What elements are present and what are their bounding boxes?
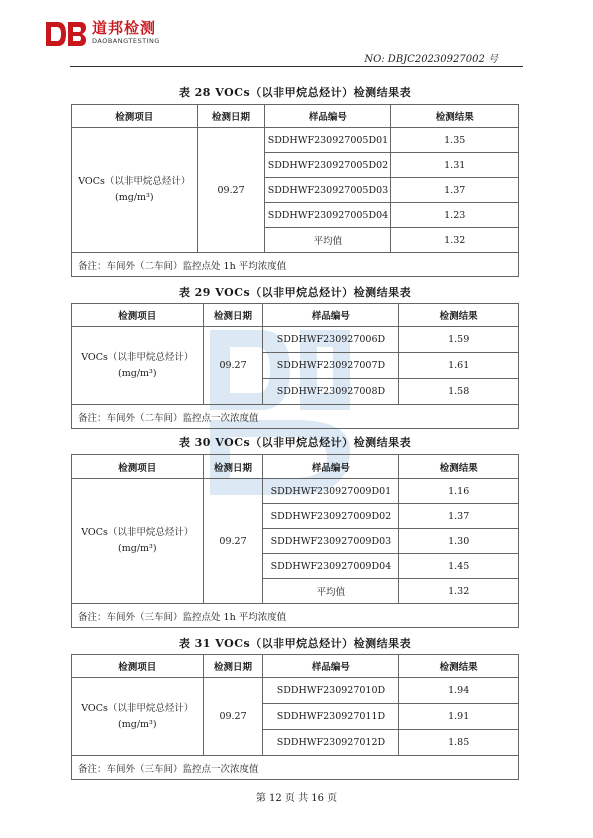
sample-cell: SDDHWF230927009D04 — [263, 554, 399, 579]
result-cell: 1.16 — [399, 479, 519, 504]
table-row — [72, 479, 519, 504]
sample-cell: SDDHWF230927006D — [263, 327, 399, 353]
result-cell: 1.37 — [391, 178, 519, 203]
header-date: 检测日期 — [203, 455, 263, 479]
result-cell: 1.37 — [399, 504, 519, 529]
result-cell: 1.85 — [399, 730, 519, 756]
sample-cell: SDDHWF230927007D — [263, 353, 399, 379]
sample-cell: SDDHWF230927009D02 — [263, 504, 399, 529]
table-note-row — [72, 253, 519, 277]
table-note: 备注：车间外（二车间）监控点处 1h 平均浓度值 — [72, 253, 519, 277]
header-item: 检测项目 — [72, 655, 204, 678]
header-result: 检测结果 — [391, 105, 519, 128]
result-cell: 1.35 — [391, 128, 519, 153]
item-unit: (mg/m³) — [118, 718, 157, 730]
item-unit: (mg/m³) — [118, 543, 157, 554]
table-28-caption: 表 28 VOCs（以非甲烷总烃计）检测结果表 — [178, 86, 412, 99]
table-28 — [71, 104, 519, 277]
table-row — [72, 327, 519, 353]
table-note-row — [72, 604, 519, 628]
header-result: 检测结果 — [399, 304, 519, 327]
result-cell: 1.91 — [399, 704, 519, 730]
result-cell: 1.61 — [399, 353, 519, 379]
sample-cell: SDDHWF230927009D01 — [263, 479, 399, 504]
logo-mark-icon — [44, 20, 88, 48]
table-note: 备注：车间外（二车间）监控点一次浓度值 — [72, 405, 519, 429]
header-date: 检测日期 — [203, 655, 263, 678]
result-cell: 1.45 — [399, 554, 519, 579]
sample-cell: SDDHWF230927011D — [263, 704, 399, 730]
header-date: 检测日期 — [197, 105, 265, 128]
header-item: 检测项目 — [72, 304, 204, 327]
table-30-caption: 表 30 VOCs（以非甲烷总烃计）检测结果表 — [178, 436, 412, 449]
logo-en: DAOBANGTESTING — [92, 37, 160, 45]
date-cell: 09.27 — [203, 479, 263, 604]
table-note-row — [72, 405, 519, 429]
result-cell: 1.58 — [399, 379, 519, 405]
table-note: 备注：车间外（三车间）监控点处 1h 平均浓度值 — [72, 604, 519, 628]
sample-cell: SDDHWF230927005D03 — [265, 178, 391, 203]
header-sample: 样品编号 — [263, 455, 399, 479]
result-cell: 1.32 — [399, 579, 519, 604]
sample-cell: SDDHWF230927012D — [263, 730, 399, 756]
header-date: 检测日期 — [203, 304, 263, 327]
item-cell — [72, 479, 204, 604]
date-cell: 09.27 — [203, 678, 263, 756]
item-name: VOCs（以非甲烷总烃计） — [81, 351, 194, 363]
header-sample: 样品编号 — [265, 105, 391, 128]
report-number: NO: DBJC20230927002 号 — [364, 54, 498, 65]
table-31 — [71, 654, 519, 780]
result-cell: 1.32 — [391, 228, 519, 253]
result-cell: 1.59 — [399, 327, 519, 353]
item-name: VOCs（以非甲烷总烃计） — [81, 527, 194, 538]
header-result: 检测结果 — [399, 655, 519, 678]
sample-cell: SDDHWF230927008D — [263, 379, 399, 405]
item-unit: (mg/m³) — [115, 192, 154, 203]
sample-cell: SDDHWF230927005D01 — [265, 128, 391, 153]
item-cell — [72, 678, 204, 756]
sample-cell: 平均值 — [265, 228, 391, 253]
table-29-caption: 表 29 VOCs（以非甲烷总烃计）检测结果表 — [178, 286, 412, 299]
table-header-row — [72, 655, 519, 678]
table-header-row — [72, 105, 519, 128]
header-sample: 样品编号 — [263, 304, 399, 327]
page-number: 第 12 页 共 16 页 — [255, 793, 338, 804]
sample-cell: SDDHWF230927005D02 — [265, 153, 391, 178]
header-result: 检测结果 — [399, 455, 519, 479]
item-cell — [72, 128, 198, 253]
table-29 — [71, 303, 519, 429]
result-cell: 1.23 — [391, 203, 519, 228]
header-item: 检测项目 — [72, 105, 198, 128]
result-cell: 1.31 — [391, 153, 519, 178]
sample-cell: SDDHWF230927010D — [263, 678, 399, 704]
date-cell: 09.27 — [203, 327, 263, 405]
table-30 — [71, 454, 519, 628]
item-name: VOCs（以非甲烷总烃计） — [81, 702, 194, 714]
date-cell: 09.27 — [197, 128, 265, 253]
company-logo — [44, 20, 160, 50]
table-header-row — [72, 455, 519, 479]
table-note-row — [72, 756, 519, 780]
result-cell: 1.94 — [399, 678, 519, 704]
item-cell — [72, 327, 204, 405]
sample-cell: 平均值 — [263, 579, 399, 604]
logo-text — [92, 20, 160, 46]
header-divider — [70, 66, 523, 67]
sample-cell: SDDHWF230927005D04 — [265, 203, 391, 228]
result-cell: 1.30 — [399, 529, 519, 554]
table-header-row — [72, 304, 519, 327]
item-name: VOCs（以非甲烷总烃计） — [78, 176, 191, 187]
logo-cn: 道邦检测 — [92, 19, 157, 37]
header-item: 检测项目 — [72, 455, 204, 479]
table-note: 备注：车间外（三车间）监控点一次浓度值 — [72, 756, 519, 780]
header-sample: 样品编号 — [263, 655, 399, 678]
sample-cell: SDDHWF230927009D03 — [263, 529, 399, 554]
table-31-caption: 表 31 VOCs（以非甲烷总烃计）检测结果表 — [178, 637, 412, 650]
item-unit: (mg/m³) — [118, 367, 157, 379]
table-row — [72, 128, 519, 153]
table-row — [72, 678, 519, 704]
